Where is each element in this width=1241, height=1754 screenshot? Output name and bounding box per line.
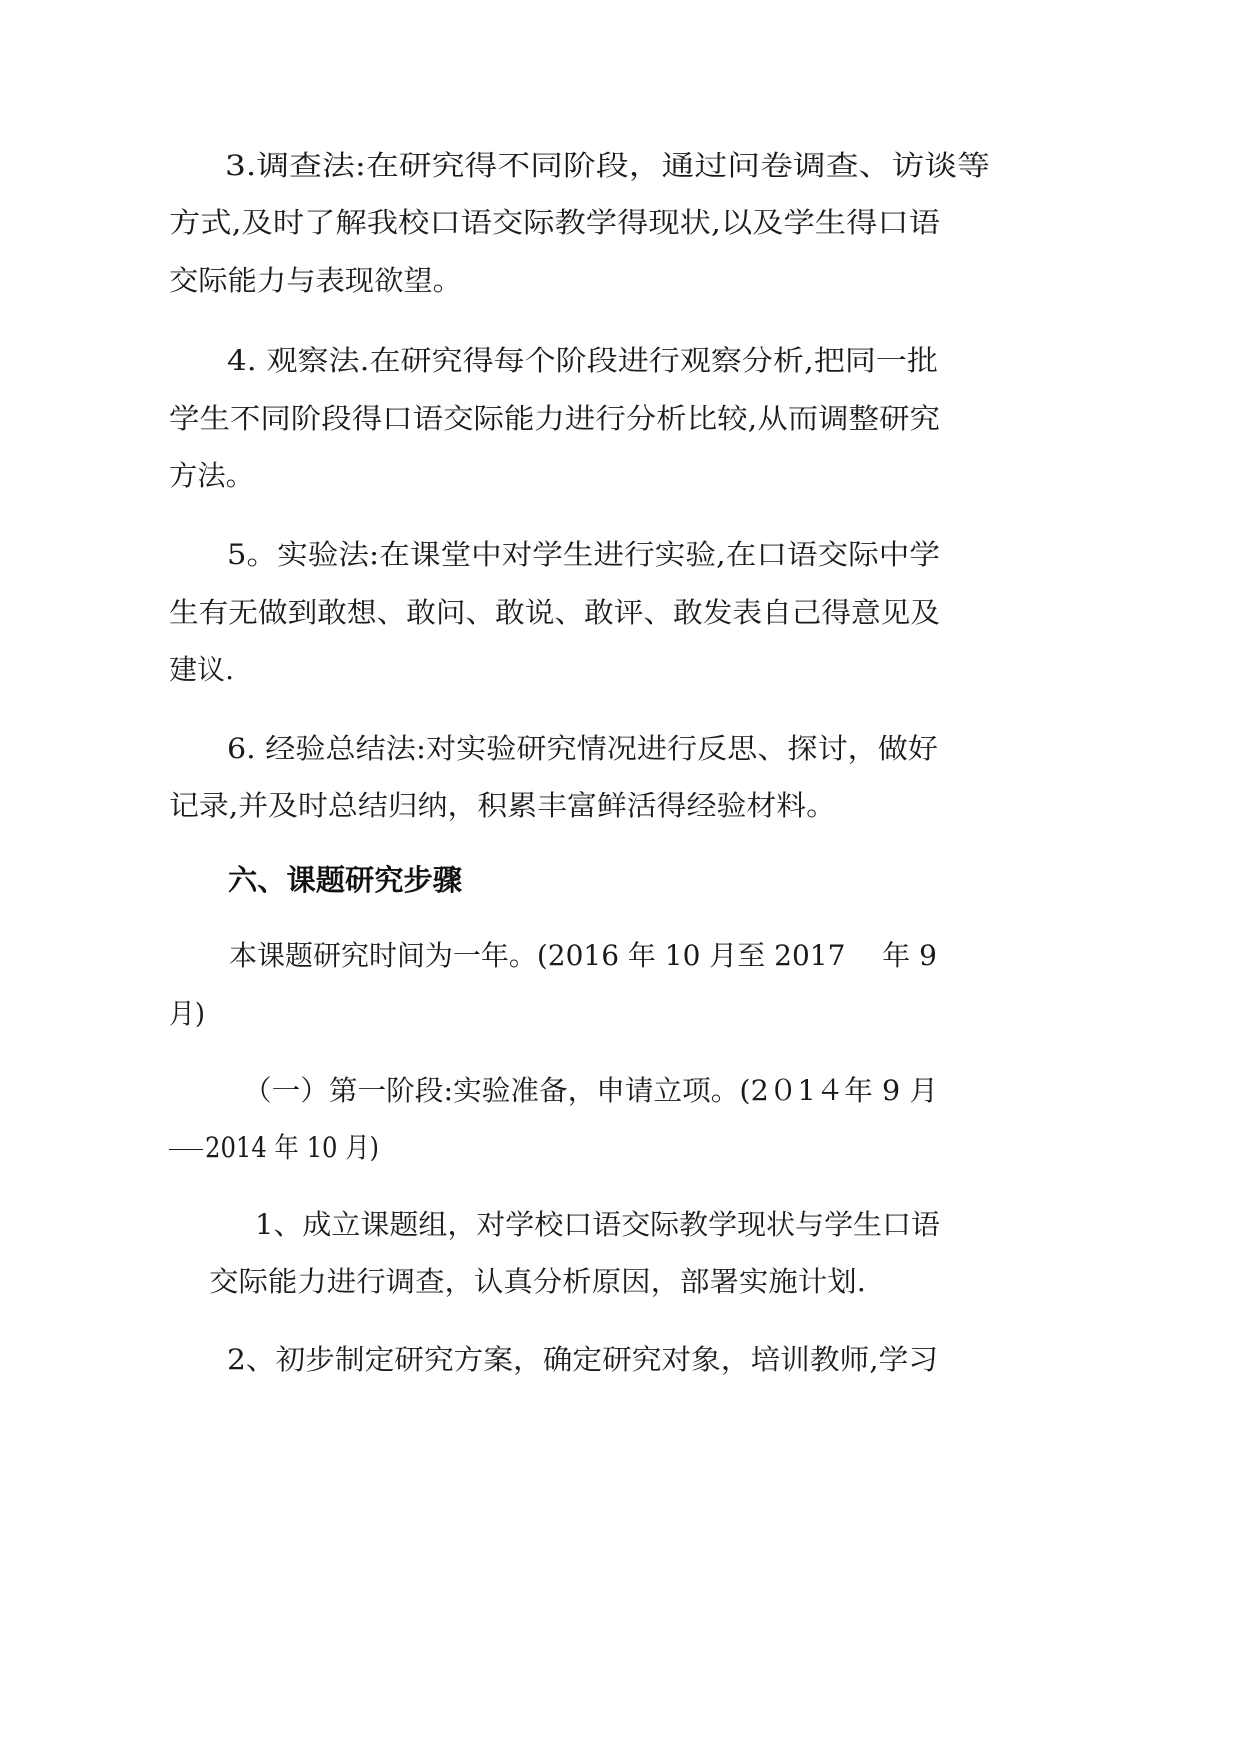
text-line: 交际能力与表现欲望。 [169, 264, 462, 297]
text-line: 方式,及时了解我校口语交际教学得现状,以及学生得口语 [169, 206, 940, 239]
text-line: 本课题研究时间为一年。(2016 年 10 月至 2017 年 9 [229, 939, 937, 972]
text-line: 交际能力进行调查，认真分析原因，部署实施计划. [209, 1265, 866, 1298]
text-line: 方法。 [169, 459, 254, 492]
text-line-with-dash [169, 1131, 406, 1164]
section-heading: 六、课题研究步骤 [228, 863, 462, 897]
text-line: （一）第一阶段:实验准备，申请立项。(2０1４年 9 月 [243, 1074, 938, 1107]
text-line: 2、初步制定研究方案，确定研究对象，培训教师,学习 [227, 1343, 938, 1376]
text-line: 3.调查法:在研究得不同阶段，通过问卷调查、访谈等 [225, 149, 990, 182]
text-segment: 2014 年 10 月) [205, 1131, 379, 1164]
text-line: 6. 经验总结法:对实验研究情况进行反思、探讨，做好 [227, 732, 938, 765]
text-line: 生有无做到敢想、敢问、敢说、敢评、敢发表自己得意见及 [169, 596, 940, 629]
text-line: 4. 观察法.在研究得每个阶段进行观察分析,把同一批 [227, 344, 938, 377]
text-line: 1、成立课题组，对学校口语交际教学现状与学生口语 [255, 1208, 940, 1241]
text-line: 记录,并及时总结归纳，积累丰富鲜活得经验材料。 [169, 789, 837, 822]
text-line: 建议. [169, 653, 234, 686]
em-dash-mark [169, 1149, 203, 1151]
text-line: 学生不同阶段得口语交际能力进行分析比较,从而调整研究 [169, 402, 940, 435]
text-line: 月) [169, 997, 205, 1030]
text-line: 5。实验法:在课堂中对学生进行实验,在口语交际中学 [227, 538, 940, 571]
